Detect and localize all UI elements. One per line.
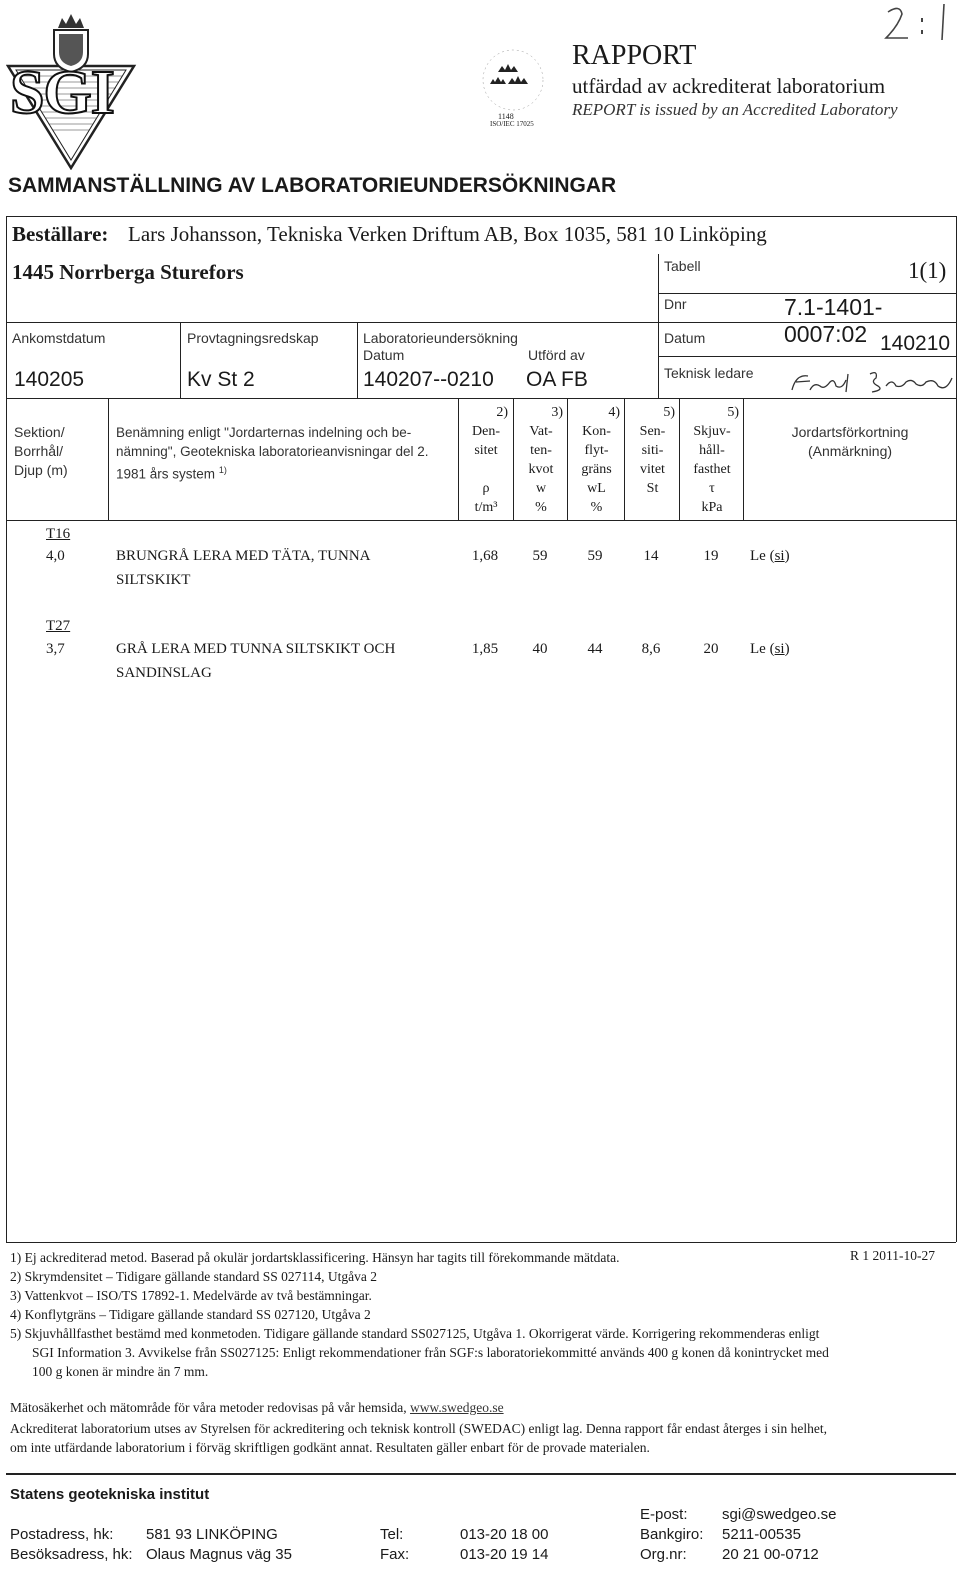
dnr-value: 7.1-1401-0007:02	[784, 294, 883, 347]
seal-number: 1148	[498, 112, 514, 121]
header-line: kvot	[528, 462, 554, 477]
rule	[679, 398, 680, 520]
header-line: Kon-	[582, 424, 611, 439]
header-line: Jordartsförkortning	[791, 424, 909, 440]
sensitivitet-header	[626, 403, 679, 498]
densitet-value: 1,68	[471, 548, 499, 564]
abbr-end: )	[784, 548, 790, 564]
orgnr-label: Org.nr:	[640, 1546, 687, 1563]
rule	[658, 356, 956, 357]
rule	[357, 322, 358, 398]
ankomst-label: Ankomstdatum	[12, 330, 106, 346]
prov-value: Kv St 2	[187, 368, 255, 391]
report-title: RAPPORT	[572, 40, 697, 71]
footnotes	[10, 1248, 954, 1381]
header-line: vitet	[640, 462, 665, 477]
header-line: håll-	[699, 443, 725, 458]
header-line: Borrhål/	[14, 443, 64, 459]
lab-datum-value: 140207--0210	[363, 368, 494, 391]
footnote: 5) Skjuvhållfasthet bestämd med konmetoden. Tidigare gällande standard SS027125, Utgåva 1. Okorrigerat värde. Korrigering rekommenderas enligt	[10, 1326, 820, 1341]
accreditation-note	[10, 1419, 954, 1457]
rule	[624, 398, 625, 520]
utford-value: OA FB	[526, 368, 588, 391]
post-value: 581 93 LINKÖPING	[146, 1526, 278, 1543]
ankomst-value: 140205	[14, 368, 85, 391]
rule	[513, 398, 514, 520]
client-value: Lars Johansson, Tekniska Verken Driftum AB, Box 1035, 581 10 Linköping	[128, 222, 767, 246]
web-link[interactable]: www.swedgeo.se	[409, 1400, 504, 1415]
description: GRÅ LERA MED TUNNA SILTSKIKT OCH	[116, 641, 396, 657]
w-value: 40	[532, 641, 548, 657]
jordart-value	[750, 548, 790, 565]
vattenkvot-header	[515, 403, 567, 517]
client-label: Beställare:	[12, 222, 109, 246]
header-line: Sen-	[639, 424, 666, 439]
rule	[6, 398, 956, 399]
signature-icon	[786, 364, 956, 398]
footnote-ref: 5)	[727, 405, 739, 420]
header-line: Djup (m)	[14, 462, 68, 478]
rule	[180, 322, 181, 398]
tabell-label: Tabell	[664, 258, 701, 274]
header-line: Benämning enligt "Jordarternas indelning och be-	[116, 425, 412, 440]
sgi-logo-text: SGI	[10, 59, 114, 127]
lab-datum-label: Datum	[363, 347, 405, 363]
point-id: T16	[46, 526, 71, 542]
web-note-text: Mätosäkerhet och mätområde för våra metoder redovisas på vår hemsida,	[10, 1400, 410, 1415]
rule	[567, 398, 568, 520]
spacer	[460, 460, 512, 479]
prov-label: Provtagningsredskap	[187, 330, 319, 346]
header-line: ten-	[530, 443, 552, 458]
footnote: 100 g konen är mindre än 7 mm.	[32, 1364, 209, 1379]
header-text: 1981 års system	[116, 466, 216, 482]
datum-label: Datum	[664, 330, 706, 346]
tau-value: 20	[703, 641, 719, 657]
footer-rule	[6, 1473, 956, 1475]
revision: R 1 2011-10-27	[846, 1248, 935, 1264]
header-symbol: wL	[587, 481, 606, 496]
jordart-value	[750, 641, 790, 658]
abbr: Le (	[750, 548, 775, 564]
header-unit: t/m³	[474, 500, 498, 515]
signature	[786, 364, 956, 398]
wl-value: 44	[587, 641, 603, 657]
header-symbol: τ	[709, 481, 715, 496]
header-line: (Anmärkning)	[807, 443, 893, 459]
accreditation-line: om inte utfärdande laboratorium i förväg skriftligen godkänt annat. Resultaten gäller enbart för de provade materialen.	[10, 1440, 650, 1455]
densitet-header	[460, 403, 512, 517]
document-title: SAMMANSTÄLLNING AV LABORATORIEUNDERSÖKNINGAR	[8, 174, 617, 197]
rule	[6, 216, 7, 1242]
header-line: siti-	[641, 443, 664, 458]
description: BRUNGRÅ LERA MED TÄTA, TUNNA	[116, 548, 371, 564]
email-value[interactable]: sgi@swedgeo.se	[722, 1506, 837, 1523]
wl-value: 59	[587, 548, 603, 564]
header-line: gräns	[581, 462, 612, 477]
utford-label: Utförd av	[528, 347, 585, 363]
header-line: Sektion/	[14, 424, 65, 440]
rule	[658, 254, 659, 398]
footnote-ref: 2)	[496, 405, 508, 420]
point-id: T27	[46, 618, 71, 634]
rule	[743, 398, 744, 520]
footnote: 3) Vattenkvot – ISO/TS 17892-1. Medelvärde av två bestämningar.	[10, 1288, 372, 1303]
post-label: Postadress, hk:	[10, 1526, 114, 1543]
header-line: Den-	[472, 424, 500, 439]
web-note	[10, 1400, 504, 1416]
header-symbol: St	[646, 481, 659, 496]
header-unit: %	[590, 500, 603, 515]
footnote: 1) Ej ackrediterad metod. Baserad på okulär jordartsklassificering. Hänsyn har tagits till förekommande mätdata.	[10, 1250, 620, 1265]
jordart-header	[745, 423, 955, 461]
header-line: Skjuv-	[693, 424, 731, 439]
konflyt-header	[569, 403, 624, 517]
accreditation-line: Ackrediterat laboratorium utses av Styrelsen för ackreditering och teknisk kontroll (SWEDAC) enligt lag. Denna rapport får endast återges i sin helhet,	[10, 1421, 828, 1436]
handwritten-mark-icon	[870, 0, 950, 50]
benamning-header	[116, 423, 428, 484]
abbr-sub: si	[774, 548, 785, 564]
description: SANDINSLAG	[116, 665, 212, 681]
depth: 4,0	[46, 548, 65, 564]
abbr-sub: si	[774, 641, 785, 657]
report-subtitle-en: REPORT is issued by an Accredited Laboratory	[572, 100, 898, 119]
abbr: Le (	[750, 641, 775, 657]
st-value: 14	[643, 548, 659, 564]
fax-label: Fax:	[380, 1546, 410, 1563]
w-value: 59	[532, 548, 548, 564]
orgnr-value: 20 21 00-0712	[722, 1546, 819, 1563]
header-line: fasthet	[693, 462, 731, 477]
lab-label: Laboratorieundersökning	[363, 330, 518, 346]
dnr-label: Dnr	[664, 296, 687, 312]
institute-name: Statens geotekniska institut	[10, 1486, 210, 1503]
header-line	[116, 461, 428, 484]
project-name: 1445 Norrberga Sturefors	[12, 260, 244, 284]
footnote-ref: 5)	[663, 405, 675, 420]
email-label: E-post:	[640, 1506, 688, 1523]
tabell-value: 1(1)	[908, 258, 947, 283]
tel-label: Tel:	[380, 1526, 404, 1543]
header-line: sitet	[474, 443, 498, 458]
rule	[6, 520, 956, 521]
footnote-ref: 4)	[608, 405, 620, 420]
fax-value: 013-20 19 14	[460, 1546, 549, 1563]
ledare-label: Teknisk ledare	[664, 365, 754, 381]
depth: 3,7	[46, 641, 65, 657]
seal-standard: ISO/IEC 17025	[490, 120, 534, 128]
header-symbol: ρ	[482, 481, 490, 496]
footnote-ref: 3)	[551, 405, 563, 420]
footnote: 4) Konflytgräns – Tidigare gällande standard SS 027120, Utgåva 2	[10, 1307, 371, 1322]
rule	[6, 1242, 956, 1243]
visit-label: Besöksadress, hk:	[10, 1546, 133, 1563]
tel-value: 013-20 18 00	[460, 1526, 549, 1543]
header-unit: kPa	[701, 500, 723, 515]
footnote: SGI Information 3. Avvikelse från SS027125: Enligt rekommendationer från SGF:s laboratoriekommitté används 400 g konen då konintrycket med	[32, 1345, 829, 1360]
header-unit: %	[535, 500, 547, 515]
sektion-header	[14, 423, 68, 480]
rule	[458, 398, 459, 520]
description: SILTSKIKT	[116, 572, 191, 588]
rule	[6, 216, 956, 217]
footnote: 2) Skrymdensitet – Tidigare gällande standard SS 027114, Utgåva 2	[10, 1269, 377, 1284]
rule	[956, 216, 957, 1242]
densitet-value: 1,85	[471, 641, 499, 657]
bankgiro-value: 5211-00535	[722, 1526, 801, 1543]
skjuv-header	[681, 403, 743, 517]
header-symbol: w	[535, 481, 547, 496]
footnote-ref: 1)	[218, 465, 227, 475]
handwritten-mark	[870, 0, 950, 50]
rule	[108, 398, 109, 520]
bankgiro-label: Bankgiro:	[640, 1526, 704, 1543]
header-line: nämning", Geotekniska laboratorieanvisningar del 2.	[116, 444, 429, 459]
tau-value: 19	[703, 548, 719, 564]
header-line: flyt-	[584, 443, 609, 458]
st-value: 8,6	[641, 641, 661, 657]
report-subtitle: utfärdad av ackrediterat laboratorium	[572, 74, 886, 98]
visit-value: Olaus Magnus väg 35	[146, 1546, 292, 1563]
abbr-end: )	[784, 641, 790, 657]
header-line: Vat-	[529, 424, 553, 439]
datum-value: 140210	[880, 332, 951, 355]
